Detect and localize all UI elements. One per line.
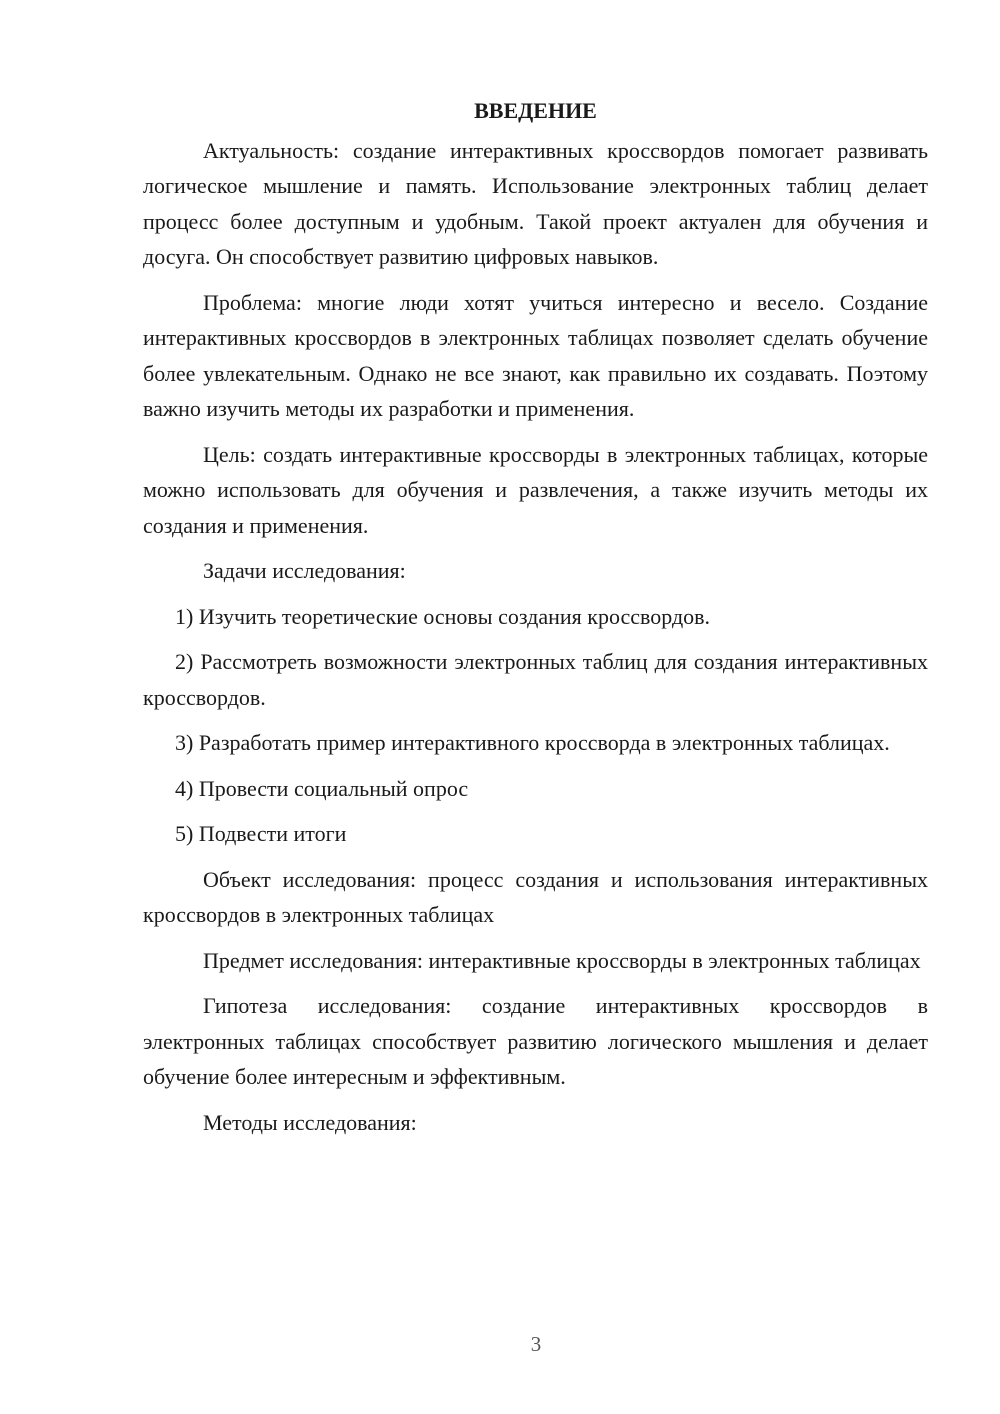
task-item: 4) Провести социальный опрос	[175, 775, 469, 801]
task-item: 2) Рассмотреть возможности электронных таблиц для создания интерактивных кроссвордов.	[143, 649, 928, 710]
section-title: ВВЕДЕНИЕ	[474, 98, 597, 123]
task-item: 5) Подвести итоги	[175, 821, 347, 846]
tasks-heading: Задачи исследования:	[203, 558, 406, 583]
subject-paragraph: Предмет исследования: интерактивные кроссворды в электронных таблицах	[203, 947, 921, 973]
problem-paragraph: Проблема: многие люди хотят учиться интересно и весело. Создание интерактивных кроссвордов в электронных таблицах позволяет сделать обучение более увлекательным. Однако не все знают, как правильно их создавать. Поэтому важно изучить методы их разработки и применения.	[143, 289, 928, 421]
task-item: 3) Разработать пример интерактивного кроссворда в электронных таблицах.	[175, 730, 890, 755]
task-item: 1) Изучить теоретические основы создания кроссвордов.	[175, 603, 711, 629]
object-paragraph: Объект исследования: процесс создания и использования интерактивных кроссвордов в электронных таблицах	[143, 866, 928, 927]
page-number: 3	[530, 1332, 542, 1356]
relevance-paragraph: Актуальность: создание интерактивных кроссвордов помогает развивать логическое мышление и память. Использование электронных таблиц делает процесс более доступным и удобным. Такой проект актуален для обучения и досуга. Он способствует развитию цифровых навыков.	[143, 137, 928, 269]
page-content	[143, 93, 928, 1150]
hypothesis-paragraph: Гипотеза исследования: создание интерактивных кроссвордов в электронных таблицах способствует развитию логического мышления и делает обучение более интересным и эффективным.	[143, 993, 928, 1089]
methods-heading: Методы исследования:	[203, 1109, 417, 1135]
goal-paragraph: Цель: создать интерактивные кроссворды в электронных таблицах, которые можно использовать для обучения и развлечения, а также изучить методы их создания и применения.	[143, 441, 928, 538]
